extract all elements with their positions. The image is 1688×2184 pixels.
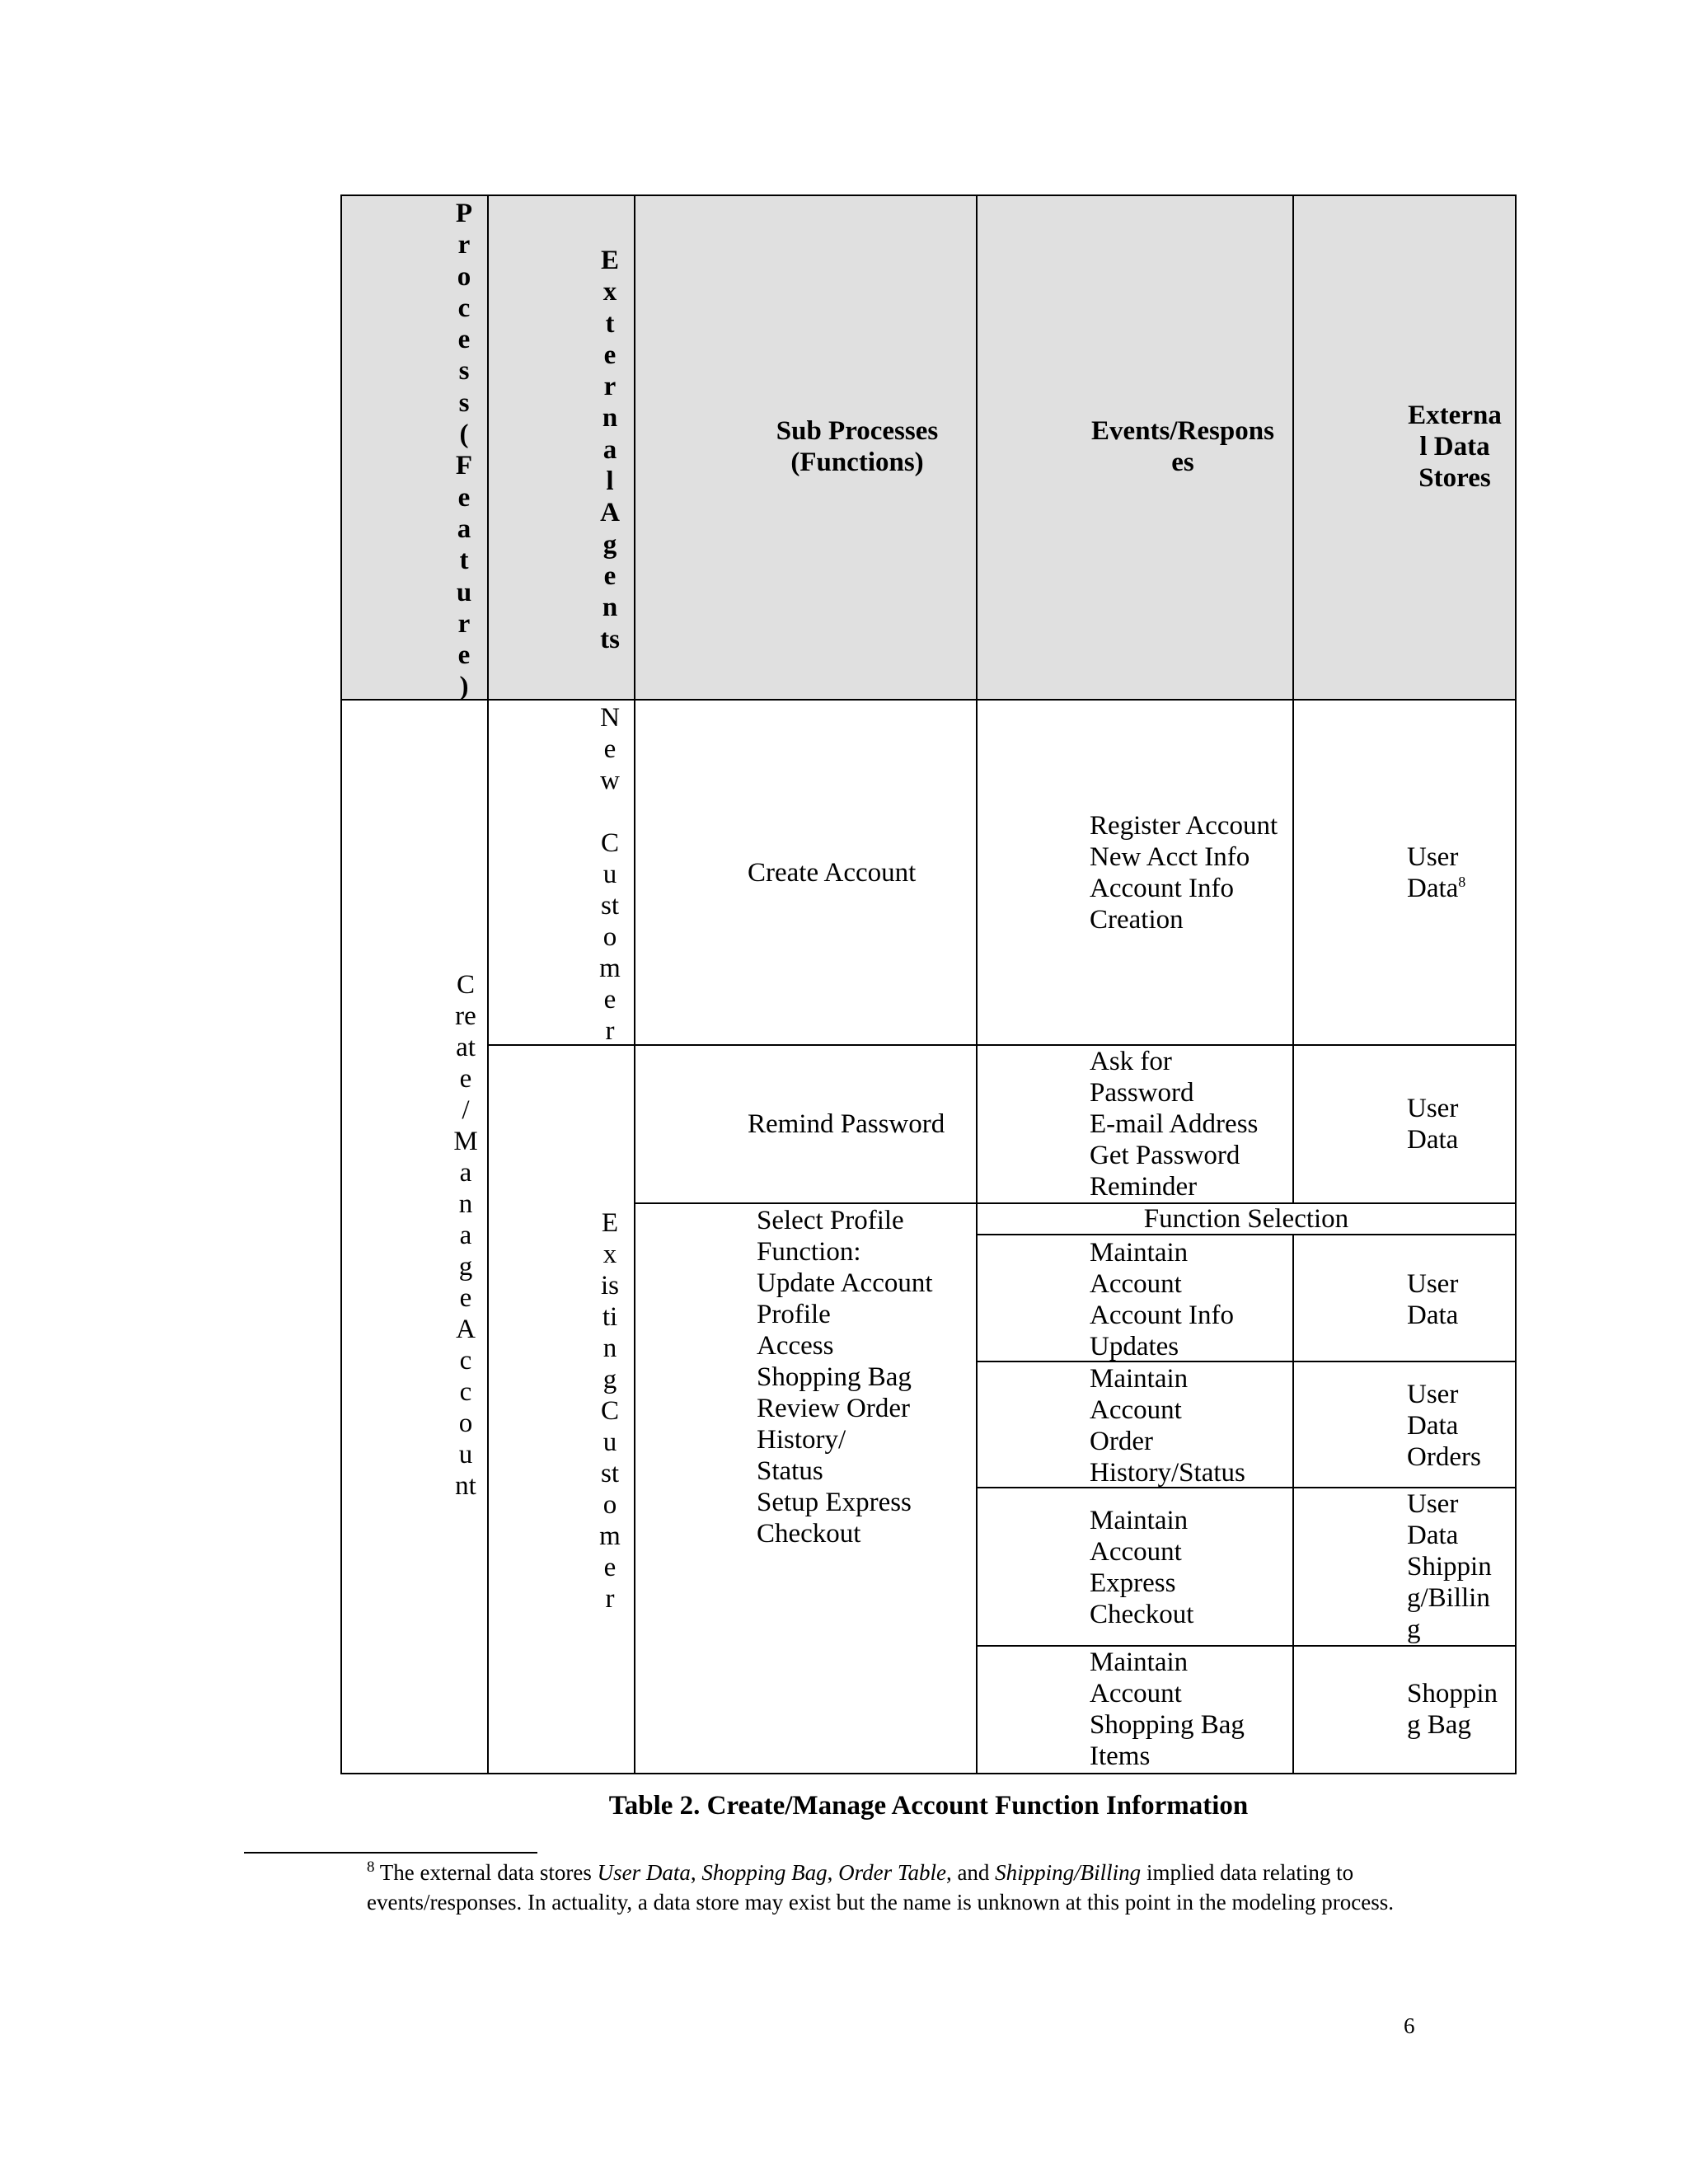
header-events-responses: Events/Respons es — [1091, 416, 1274, 477]
sub-process-select-profile: Select Profile Function: Update Account Profile Access Shopping Bag Review Order History/ Status Setup Express Checkout — [757, 1206, 933, 1549]
events-express-checkout: Maintain Account Express Checkout — [1090, 1506, 1194, 1629]
footnote-number: 8 — [367, 1858, 375, 1876]
sub-process-remind-password: Remind Password — [748, 1109, 945, 1139]
events-shopping-bag-items: Maintain Account Shopping Bag Items — [1090, 1647, 1245, 1771]
header-external-data-stores: Externa l Data Stores — [1408, 401, 1502, 493]
process-create-manage-account: C re at e / M a n a g e A c c o u nt — [453, 970, 478, 1501]
data-store-shopping-bag: Shoppin g Bag — [1407, 1679, 1498, 1740]
data-store-account-info-updates: User Data — [1407, 1269, 1459, 1330]
data-store-express-checkout: User Data Shippin g/Billin g — [1407, 1489, 1492, 1644]
events-remind-password: Ask for Password E-mail Address Get Password Reminder — [1090, 1047, 1259, 1202]
footnote-text: $^8$ The external data stores User Data, Shopping Bag, Order Table, and Shipping/Billing implied data relating to events/responses. In actuality, a data store may exist but the name is unknown at this point in the modeling process. — [367, 1858, 1394, 1915]
header-sub-processes: Sub Processes (Functions) — [776, 416, 939, 477]
page-number: 6 — [1404, 2013, 1415, 2038]
sub-process-create-account: Create Account — [748, 858, 917, 888]
footnote-reference: 8 — [1458, 874, 1466, 890]
events-account-info-updates: Maintain Account Account Info Updates — [1090, 1238, 1235, 1361]
agent-new-customer: N e w C u st o m e r — [599, 703, 621, 1046]
footnote-divider — [244, 1852, 537, 1854]
agent-existing-customer: E x is ti n g C u st o m e r — [599, 1208, 621, 1614]
function-selection-label: Function Selection — [1143, 1204, 1349, 1234]
data-store-remind-password: User Data — [1407, 1094, 1459, 1155]
data-store-create-account: User Data$^8$ — [1407, 842, 1466, 903]
data-store-order-history: User Data Orders — [1407, 1380, 1481, 1472]
header-process-feature: P r o c e s s ( F e a t u r e ) — [455, 199, 473, 702]
events-order-history: Maintain Account Order History/Status — [1090, 1364, 1245, 1488]
header-external-agents: E x t e r n a l A g e n ts — [600, 246, 620, 654]
events-create-account: Register Account New Acct Info Account Info Creation — [1090, 811, 1278, 935]
table-caption: Table 2. Create/Manage Account Function Information — [608, 1791, 1249, 1821]
